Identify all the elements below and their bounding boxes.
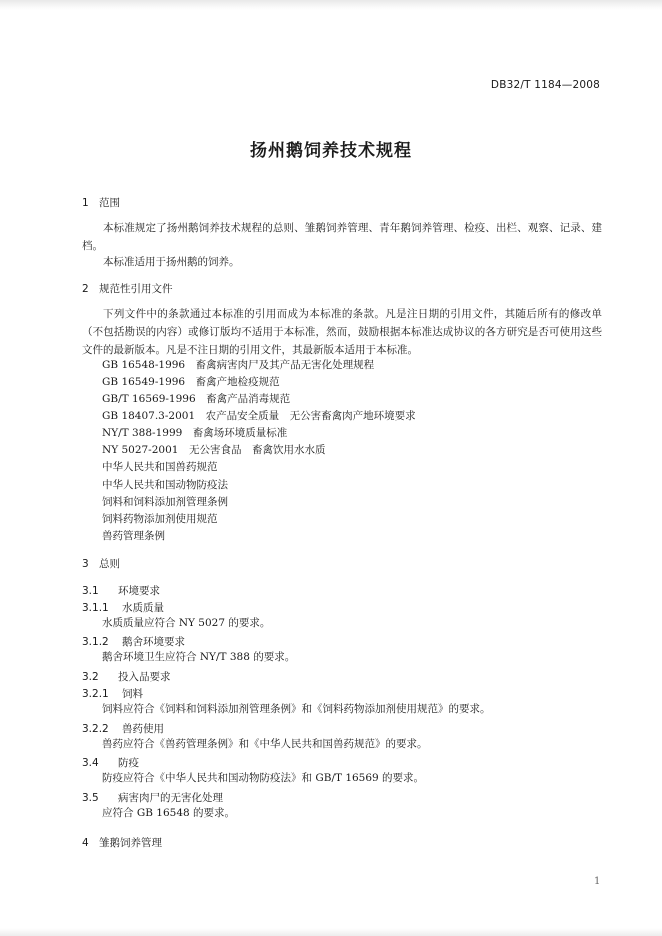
scan-edge-bottom <box>0 928 662 936</box>
reference-item: NY/T 388-1999 畜禽场环境质量标准 <box>102 427 288 439</box>
document-code: DB32/T 1184—2008 <box>490 79 600 91</box>
subsection-heading: 3.1 环境要求 <box>82 585 160 597</box>
subsection-text: 应符合 GB 16548 的要求。 <box>102 807 236 819</box>
section-1-paragraph-1: 本标准规定了扬州鹅饲养技术规程的总则、雏鹅饲养管理、青年鹅饲养管理、检疫、出栏、观察、记录、建档。 <box>82 222 602 252</box>
section-4-heading: 4 雏鹅饲养管理 <box>82 837 162 849</box>
reference-item: GB 18407.3-2001 农产品安全质量 无公害畜禽肉产地环境要求 <box>102 410 416 422</box>
section-2-heading: 2 规范性引用文件 <box>82 283 173 295</box>
subsection-heading: 3.1.1 水质质量 <box>82 602 164 614</box>
subsection-heading: 3.1.2 鹅舍环境要求 <box>82 636 185 648</box>
reference-item: NY 5027-2001 无公害食品 畜禽饮用水水质 <box>102 444 326 456</box>
section-1-heading: 1 范围 <box>82 197 120 209</box>
reference-item: GB 16548-1996 畜禽病害肉尸及其产品无害化处理规程 <box>102 359 375 371</box>
subsection-text: 饲料应符合《饲料和饲料添加剂管理条例》和《饲料药物添加剂使用规范》的要求。 <box>102 703 491 715</box>
reference-item: GB/T 16569-1996 畜禽产品消毒规范 <box>102 393 291 405</box>
reference-item: 中华人民共和国兽药规范 <box>102 461 218 473</box>
reference-item: 饲料和饲料添加剂管理条例 <box>102 496 228 508</box>
subsection-heading: 3.2.2 兽药使用 <box>82 723 164 735</box>
reference-item: GB 16549-1996 畜禽产地检疫规范 <box>102 376 280 388</box>
section-3-heading: 3 总则 <box>82 558 120 570</box>
subsection-heading: 3.2 投入品要求 <box>82 671 171 683</box>
subsection-text: 水质质量应符合 NY 5027 的要求。 <box>102 617 271 629</box>
scan-edge-top <box>0 0 662 10</box>
subsection-text: 防疫应符合《中华人民共和国动物防疫法》和 GB/T 16569 的要求。 <box>102 772 425 784</box>
subsection-heading: 3.5 病害肉尸的无害化处理 <box>82 792 223 804</box>
reference-item: 兽药管理条例 <box>102 530 165 542</box>
subsection-text: 兽药应符合《兽药管理条例》和《中华人民共和国兽药规范》的要求。 <box>102 738 428 750</box>
reference-item: 饲料药物添加剂使用规范 <box>102 513 218 525</box>
page-number: 1 <box>594 876 601 887</box>
subsection-text: 鹅舍环境卫生应符合 NY/T 388 的要求。 <box>102 651 296 663</box>
section-1-paragraph-2: 本标准适用于扬州鹅的饲养。 <box>103 256 240 268</box>
document-title: 扬州鹅饲养技术规程 <box>250 141 412 161</box>
subsection-heading: 3.4 防疫 <box>82 757 139 769</box>
reference-item: 中华人民共和国动物防疫法 <box>102 479 228 491</box>
section-2-intro: 下列文件中的条款通过本标准的引用而成为本标准的条款。凡是注日期的引用文件，其随后所有的修改单（不包括勘误的内容）或修订版均不适用于本标准，然而，鼓励根据本标准达成协议的各方研究是否可使用这些文件的最新版本。凡是不注日期的引用文件，其最新版本适用于本标准。 <box>82 308 602 356</box>
subsection-heading: 3.2.1 饲料 <box>82 688 143 700</box>
